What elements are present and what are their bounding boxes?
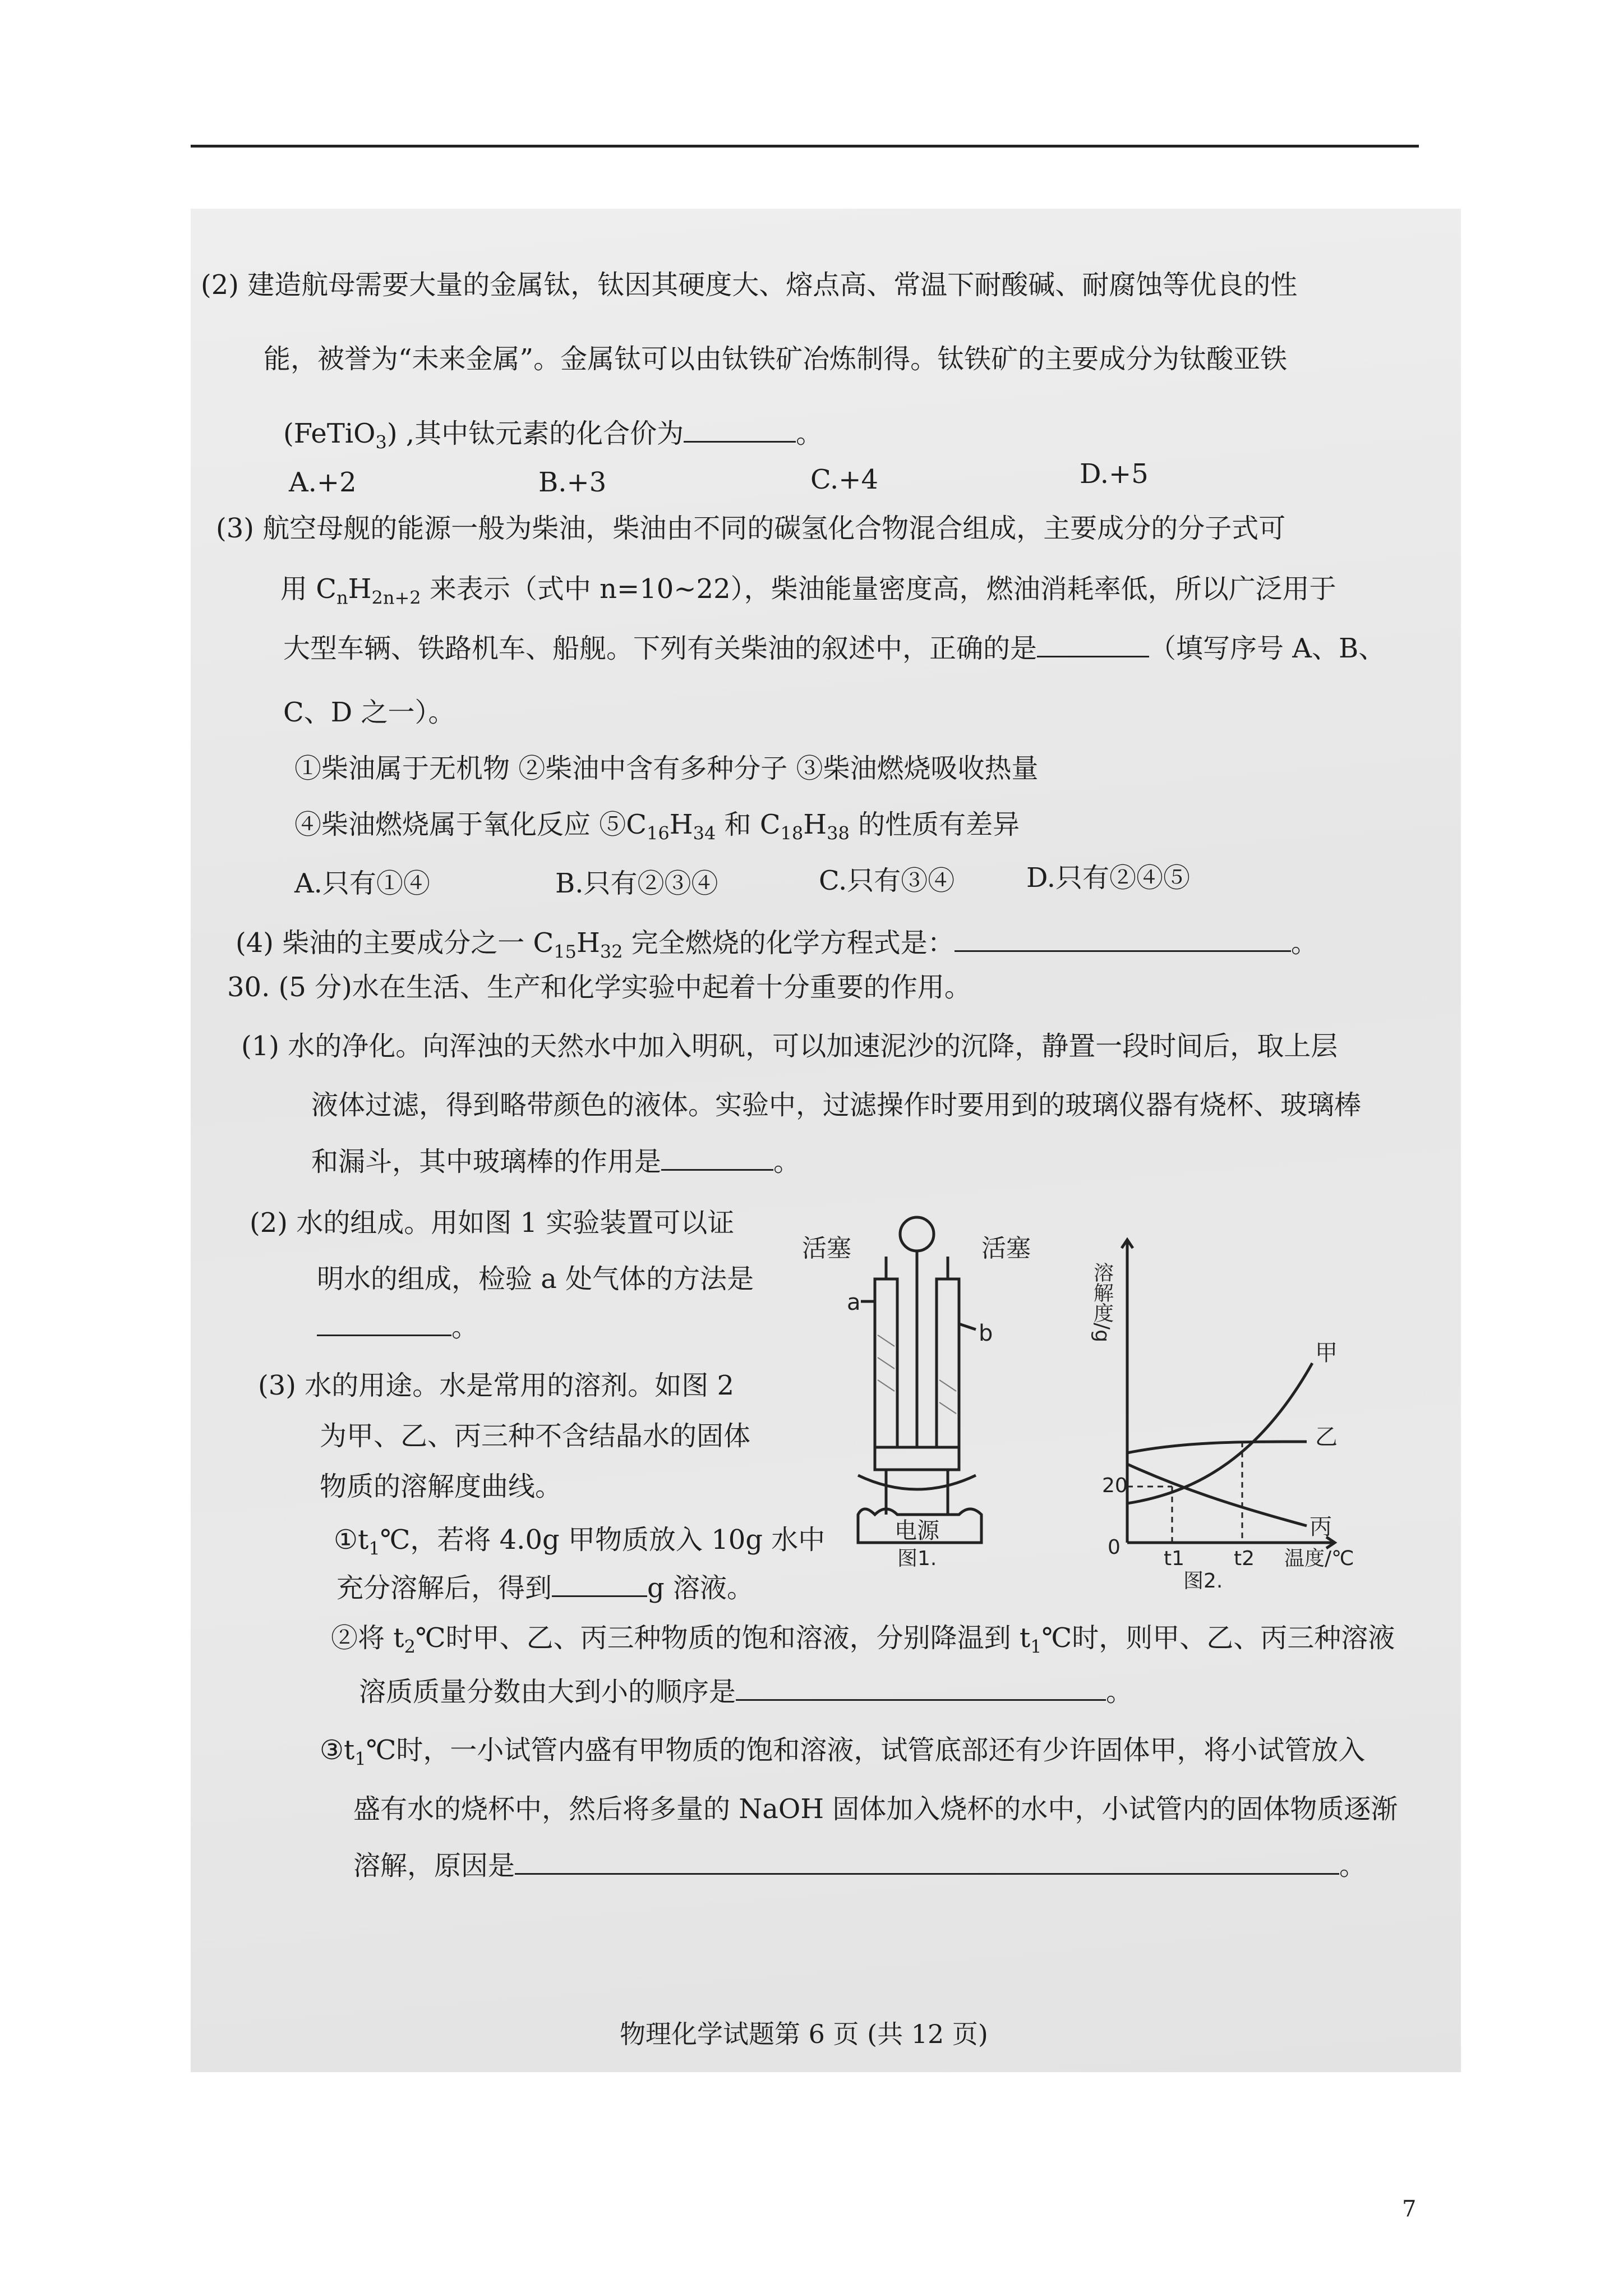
page-number: 7: [1402, 2196, 1417, 2222]
q30-p3-line1: (3) 水的用途。水是常用的溶剂。如图 2: [258, 1370, 735, 1401]
q30-p2-line1: (2) 水的组成。用如图 1 实验装置可以证: [250, 1207, 735, 1239]
q29-p2-option-c: C.+4: [810, 464, 879, 495]
answer-blank[interactable]: [1037, 631, 1149, 657]
q29-p3-line4: C、D 之一）。: [283, 697, 455, 728]
answer-blank[interactable]: [955, 926, 1291, 952]
answer-blank[interactable]: [661, 1144, 773, 1171]
q29-p3-option-a: A.只有①④: [294, 868, 430, 899]
fig2-ytick-20: 20: [1102, 1474, 1128, 1497]
answer-blank[interactable]: [684, 416, 796, 443]
series-line-乙: [1127, 1442, 1307, 1453]
q30-p3-line3: 物质的溶解度曲线。: [320, 1471, 562, 1502]
page-footer: 物理化学试题第 6 页 (共 12 页): [620, 2019, 988, 2049]
fig2-series-label-乙: 乙: [1315, 1424, 1338, 1450]
q30-s3-line2: 盛有水的烧杯中，然后将多量的 NaOH 固体加入烧杯的水中，小试管内的固体物质逐渐: [353, 1793, 1398, 1825]
q29-p2-line1: (2) 建造航母需要大量的金属钛，钛因其硬度大、熔点高、常温下耐酸碱、耐腐蚀等优良的性: [201, 269, 1298, 301]
q29-p3-option-d: D.只有②④⑤: [1026, 862, 1191, 894]
fig2-xtick-t2: t2: [1234, 1547, 1255, 1570]
q29-p2-option-b: B.+3: [538, 467, 607, 498]
q29-p2-option-d: D.+5: [1080, 458, 1149, 490]
fig2-origin: 0: [1108, 1536, 1121, 1559]
q30-p1-line3: 和漏斗，其中玻璃棒的作用是 。: [311, 1144, 800, 1179]
q29-p3-statements2: ④柴油燃烧属于氧化反应 $⑤C_{16}H_{34}$ 和 $C_{18}H_{38}$ 的性质有差异: [294, 809, 1020, 844]
figure-1-electrolysis-apparatus: [796, 1212, 1110, 1571]
top-rule: [191, 145, 1419, 148]
q30-p1-line2: 液体过滤，得到略带颜色的液体。实验中，过滤操作时要用到的玻璃仪器有烧杯、玻璃棒: [311, 1089, 1362, 1121]
answer-blank[interactable]: [317, 1310, 451, 1336]
q30-s2-line2: 溶质质量分数由大到小的顺序是 。: [359, 1674, 1133, 1709]
q29-p2-option-a: A.+2: [289, 467, 357, 498]
fig2-ylabel: 溶解度/g: [1090, 1262, 1114, 1342]
q30-s1-line1: $①t_1℃$，若将 4.0g 甲物质放入 10g 水中: [334, 1524, 826, 1559]
answer-blank[interactable]: [736, 1674, 1106, 1701]
q30-s3-line3: 溶解，原因是 。: [353, 1848, 1366, 1883]
q29-p2-line3: (FeTiO$_3$) ,其中钛元素的化合价为 。: [283, 416, 823, 450]
fig1-label-a: a: [847, 1290, 861, 1315]
q29-p2-line2: 能，被誉为“未来金属”。金属钛可以由钛铁矿冶炼制得。钛铁矿的主要成分为钛酸亚铁: [264, 343, 1288, 375]
figure-2-solubility-chart: [1090, 1228, 1380, 1593]
fig1-caption: 图1.: [897, 1547, 937, 1570]
fig1-power-label: 电源: [895, 1518, 939, 1544]
q29-p4-line: (4) 柴油的主要成分之一 $C_{15}H_{32}$ 完全燃烧的化学方程式是： 。: [236, 926, 1318, 960]
fig2-series-label-丙: 丙: [1310, 1514, 1332, 1540]
q29-p3-statements1: ①柴油属于无机物 ②柴油中含有多种分子 ③柴油燃烧吸收热量: [294, 753, 1039, 784]
fig2-xtick-t1: t1: [1164, 1547, 1185, 1570]
q30-title: 30. (5 分)水在生活、生产和化学实验中起着十分重要的作用。: [227, 972, 971, 1003]
q29-p3-option-b: B.只有②③④: [555, 868, 718, 899]
q29-p3-line3: 大型车辆、铁路机车、船舰。下列有关柴油的叙述中，正确的是 （填写序号 A、B、: [283, 631, 1385, 665]
q30-s1-line2: 充分溶解后，得到 g 溶液。: [336, 1571, 754, 1605]
fig1-label-right-stopcock: 活塞: [981, 1234, 1031, 1263]
fig2-series-label-甲: 甲: [1315, 1340, 1338, 1366]
q30-p3-line2: 为甲、乙、丙三种不含结晶水的固体: [320, 1420, 751, 1452]
fig2-caption: 图2.: [1183, 1570, 1223, 1593]
q29-p3-line1: (3) 航空母舰的能源一般为柴油，柴油由不同的碳氢化合物混合组成，主要成分的分子式可: [216, 513, 1286, 544]
fig2-xlabel: 温度/℃: [1284, 1547, 1354, 1570]
fig1-label-left-stopcock: 活塞: [802, 1234, 851, 1263]
q29-p3-line2: 用 $C_nH_{2n+2}$ 来表示（式中 n=10~22），柴油能量密度高，燃油消耗率低，所以广泛用于: [280, 573, 1336, 609]
series-line-丙: [1127, 1464, 1307, 1526]
series-line-甲: [1127, 1363, 1312, 1503]
q30-s2-line1: ②将 $t_2℃$时甲、乙、丙三种物质的饱和溶液，分别降温到 $t_1℃$时，则甲、乙、丙三种溶液: [331, 1622, 1395, 1658]
q30-p1-line1: (1) 水的净化。向浑浊的天然水中加入明矾，可以加速泥沙的沉降，静置一段时间后，取上层: [241, 1030, 1338, 1062]
answer-blank[interactable]: [552, 1571, 647, 1597]
q30-s3-line1: $③t_1℃$时，一小试管内盛有甲物质的饱和溶液，试管底部还有少许固体甲，将小试管放入: [320, 1734, 1366, 1770]
fig1-label-b: b: [979, 1320, 993, 1346]
q30-p2-line2: 明水的组成，检验 a 处气体的方法是: [317, 1263, 754, 1295]
q30-p2-line3: 。: [317, 1310, 478, 1344]
answer-blank[interactable]: [515, 1848, 1339, 1875]
q29-p3-option-c: C.只有③④: [819, 865, 955, 896]
